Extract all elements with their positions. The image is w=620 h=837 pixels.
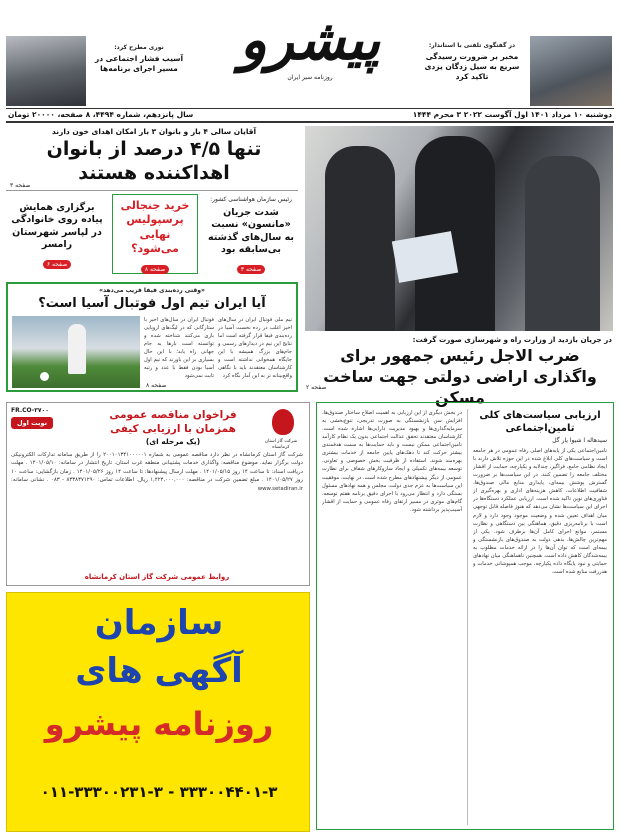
policy-byline: سیدهاله ا شیوا یار گل (552, 437, 607, 444)
right-teaser (418, 42, 526, 81)
mid-item-weather-headline: شدت جریان «مانسون» نسبت به سال‌های گذشته بی‌سابقه بود (208, 207, 294, 256)
gas-flame-icon (272, 409, 294, 435)
football-body-left: فوتبال ایران در سال‌های اخیر با ستارگانی که در لیگ‌های اروپایی بازی می‌کنند شناخته شده و توانسته است بارها به جام جهانی راه یابد؛ با این حال بسیاری بر این باورند که تیم اول آسیا بودن فقط با عدد و رتبه ثابت نمی‌شود (144, 317, 214, 380)
ad-box (6, 592, 310, 832)
ad-line-3: روزنامه پیشرو (44, 705, 274, 743)
left-teaser-headline: آسیب فشار اجتماعی در مسیر اجرای برنامه‌ها (94, 54, 184, 73)
lead-page-ref: صفحه ۲ (306, 384, 327, 391)
policy-title: ارزیابی سیاست‌های کلی تامین‌اجتماعی (479, 410, 601, 434)
right-teaser-kicker: در گفتگوی تلفنی با استاندار: (428, 42, 516, 49)
dateline-date: دوشنبه ۱۰ مرداد ۱۴۰۱ اول آگوست ۲۰۲۲ ۳ محرم ۱۴۴۴ (412, 110, 612, 119)
lead-photo-figure-left (325, 146, 395, 331)
tender-box (6, 402, 310, 586)
tender-stage: (یک مرحله ای) (145, 437, 201, 446)
right-teaser-photo (530, 36, 612, 106)
ad-line-1: سازمان (94, 603, 224, 643)
ad-phones: ۰۱۱-۳۳۳۰۰۲۳۱-۳ - ۳۳۳۰۰۴۴۰۱-۳ (40, 783, 278, 801)
policy-box (316, 402, 614, 830)
football-page-ref: صفحه ۸ (146, 382, 167, 389)
masthead-title: پیشرو (239, 7, 381, 73)
tender-code: FR.CO-۳۷۰۰ (11, 407, 49, 414)
left-teaser-kicker: نوری مطرح کرد: (114, 44, 164, 51)
lead-photo-figure-center (415, 136, 495, 331)
blood-kicker: آقایان سالی ۴ بار و بانوان ۳ بار امکان اهدای خون دارند (51, 127, 257, 136)
football-player-figure (68, 324, 86, 374)
football-ball (40, 372, 49, 381)
policy-column-divider (467, 409, 468, 825)
blood-headline: تنها ۴/۵ درصد از بانوان اهداکننده هستند (46, 138, 262, 184)
rule-blood (6, 190, 298, 191)
mid-item-persepolis-ref: صفحه ۸ (141, 265, 169, 274)
mid-item-walk-ref: صفحه ۶ (43, 260, 71, 269)
mid-item-weather (205, 196, 297, 275)
football-box (6, 282, 298, 392)
masthead-logo (232, 7, 388, 82)
tender-title: فراخوان مناقصه عمومی همزمان با ارزیابی کیفی (109, 409, 237, 435)
football-headline: آیا ایران تیم اول فوتبال آسیا است؟ (38, 296, 266, 311)
lead-photo (305, 126, 613, 331)
left-teaser (90, 44, 188, 74)
mid-item-weather-kicker: رئیس سازمان هواشناسی کشور: (210, 196, 292, 203)
tender-footer: روابط عمومی شرکت گاز استان کرمانشاه (84, 573, 230, 581)
football-body-right: تیم ملی فوتبال ایران در سال‌های اخیر اغلب در رده نخست آسیا در رده‌بندی فیفا قرار گرفته است اما نتایج این تیم در دیدارهای رسمی و جام‌های بزرگ همیشه با این جایگاه همخوانی نداشته است و کارشناسان معتقدند باید با نگاهی واقع‌بینانه تر به این آمار نگاه کرد (218, 317, 292, 380)
lead-kicker: در جریان بازدید از وزارت راه و شهرسازی صورت گرفت: (412, 335, 612, 344)
mid-item-persepolis-headline: خرید جنجالی پرسپولیس نهایی می‌شود؟ (120, 199, 190, 255)
tender-org-label: شرکت گاز استان کرمانشاه (264, 439, 298, 451)
tender-round-badge: نوبت اول (11, 417, 53, 429)
mid-item-weather-ref: صفحه ۳ (237, 265, 265, 274)
dateline-rule-bottom (6, 121, 614, 123)
tender-body: شرکت گاز استان کرمانشاه در نظر دارد مناقصه عمومی به شماره ۲۰۰۱۰۱۳۴۱۰۰۰۰۰۱ را از طریق سامانه تدارکات الکترونیکی دولت برگزار نماید. موضوع مناقصه: واگذاری خدمات پشتیبانی منطقه غرب استان. تاریخ انتشار در سامانه: ۱۴۰۱/۰۵/۱۰ . مهلت دریافت اسناد: تا ساعت ۱۴ روز ۱۴۰۱/۰۵/۱۵ . مهلت ارسال پیشنهادها: تا ساعت ۱۴ روز ۱۴۰۱/۰۵/۲۶ . زمان بازگشایی: ساعت ۱۰ روز ۱۴۰۱/۰۵/۲۷ . مبلغ تضمین شرکت در مناقصه: ۱,۴۲۴,۰۰۰,۰۰۰ ریال. اطلاعات تماس: ۸۳۳۸۳۷۱۲۹۰ - ۰۸۳ . نشانی سامانه: www.setadiran.ir (11, 452, 303, 492)
left-teaser-photo (6, 36, 86, 106)
policy-col-left: در بخش دیگری از این ارزیابی به اهمیت اصلاح ساختار صندوق‌ها، افزایش سن بازنشستگی به صورت تدریجی، تنوع‌بخشی به سرمایه‌گذاری‌ها و بهبود مدیریت دارایی‌ها اشاره شده است. کارشناسان معتقدند تحقق عدالت اجتماعی بدون یک نظام کارآمد تامین‌اجتماعی ممکن نیست و باید حمایت‌ها به سمت هدفمندی بیشتر حرکت کند تا دهک‌های پایین جامعه از خدمات بیشتری بهره‌مند شوند. استفاده از ظرفیت بخش خصوصی و تعاونی، توسعه بیمه‌های تکمیلی و ایجاد سازوکارهای شفاف برای نظارت عمومی از دیگر پیشنهادهای مطرح شده است. در نهایت، موفقیت این سیاست‌ها به عزم جدی دولت، مجلس و همه نهادهای مسئول بستگی دارد و انتظار می‌رود با اجرای دقیق برنامه هفتم توسعه، گام‌های موثری در مسیر ارتقای رفاه عمومی و حمایت از اقشار آسیب‌پذیر برداشته شود. (322, 410, 462, 513)
mid-item-persepolis (112, 194, 198, 274)
mid-item-walk (8, 202, 106, 270)
football-kicker: «وقتی رده‌بندی فیفا فریب می‌دهد» (99, 287, 205, 294)
blood-page-ref: صفحه ۳ (10, 182, 31, 189)
lead-headline: ضرب الاجل رئیس جمهور برای واگذاری اراضی دولتی جهت ساخت مسکن (323, 346, 597, 407)
ad-line-2: آگهی های (75, 651, 243, 691)
lead-photo-figure-right (525, 156, 600, 331)
right-teaser-headline: مخبر بر ضرورت رسیدگی سریع به سیل زدگان یزدی تاکید کرد (424, 52, 520, 81)
dateline-rule-top (6, 108, 614, 109)
mid-item-walk-headline: برگزاری همایش پیاده روی خانوادگی در لپاسر شهرستان رامسر (11, 202, 103, 251)
tender-logo (265, 409, 301, 435)
dateline-issue: سال پانزدهم، شماره ۴۴۹۴، ۸ صفحه، ۲۰۰۰۰ تومان (8, 110, 194, 119)
masthead-subtitle: روزنامه سیر ایران (287, 74, 333, 81)
policy-col-right: تامین‌اجتماعی یکی از پایه‌های اصلی رفاه عمومی در هر جامعه است و سیاست‌های کلی ابلاغ شده در این حوزه تلاش دارند با ایجاد نظامی جامع، فراگیر، چندلایه و یکپارچه، حمایت از اقشار مختلف جامعه را تضمین کنند. در این سیاست‌ها بر ضرورت گسترش پوشش بیمه‌ای، پایداری منابع مالی صندوق‌ها، شفافیت اطلاعات، کاهش هزینه‌های اداری و بهره‌گیری از فناوری‌های نوین تاکید شده است. ارزیابی عملکرد دستگاه‌ها در اجرای این سیاست‌ها نشان می‌دهد که هنوز فاصله قابل توجهی میان اهداف تعیین شده و وضعیت موجود وجود دارد و لازم است با برنامه‌ریزی دقیق، هماهنگی بین دستگاهی و نظارت مستمر، موانع اجرای کامل آن‌ها برطرف شود. یکی از مهم‌ترین چالش‌ها، بدهی دولت به صندوق‌های بازنشستگی و بیمه‌ای است که توان آن‌ها را در ارائه خدمات مطلوب به بیمه‌شدگان کاهش داده است. همچنین ناهماهنگی میان نهادهای حمایتی و نبود پایگاه داده یکپارچه، موجب همپوشانی خدمات و هدررفت منابع شده است. (473, 448, 607, 575)
football-photo (12, 316, 140, 388)
